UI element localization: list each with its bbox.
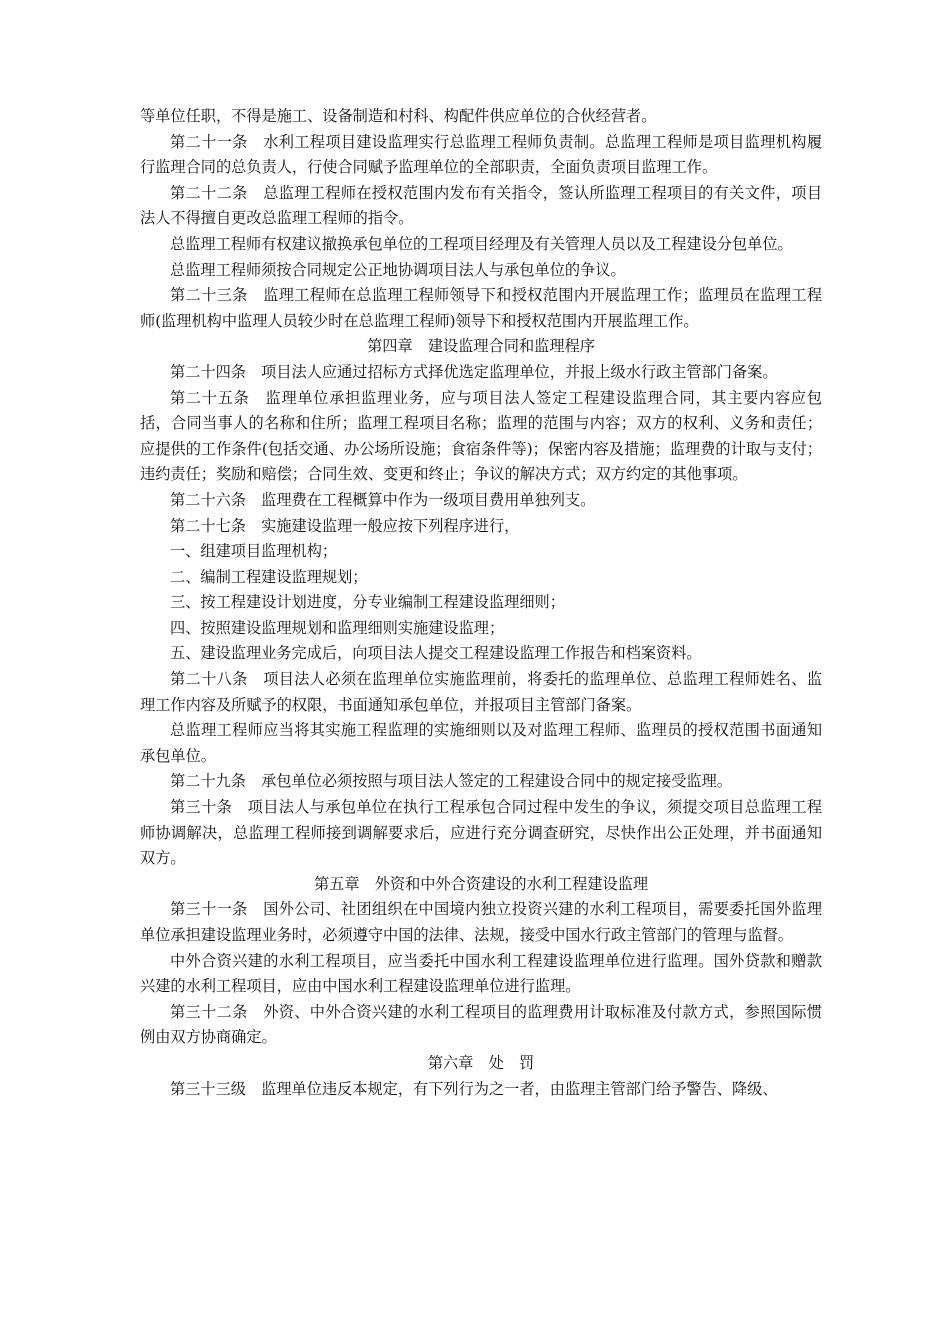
article-33: 第三十三级 监理单位违反本规定，有下列行为之一者，由监理主管部门给予警告、降级、 [170, 1079, 778, 1098]
list-item: 四、按照建设监理规划和监理细则实施建设监理； [170, 618, 505, 637]
list-item: 一、组建项目监理机构； [170, 542, 338, 561]
document-page [140, 104, 822, 1102]
paragraph: 总监理工程师有权建议撤换承包单位的工程项目经理及有关管理人员以及工程建设分包单位。 [170, 234, 793, 253]
paragraph: 总监理工程师须按合同规定公正地协调项目法人与承包单位的争议。 [170, 260, 626, 279]
paragraph: 总监理工程师应当将其实施工程监理的实施细则以及对监理工程师、监理员的授权范围书面通知承包单位。 [140, 721, 822, 765]
article-27: 第二十七条 实施建设监理一般应按下列程序进行， [170, 516, 520, 535]
article-22: 第二十二条 总监理工程师在授权范围内发布有关指令，签认所监理工程项目的有关文件，项目法人不得擅自更改总监理工程师的指令。 [140, 183, 822, 228]
article-23: 第二十三条 监理工程师在总监理工程师领导下和授权范围内开展监理工作；监理员在监理工程师(监理机构中监理人员较少时在总监理工程师)领导下和授权范围内开展监理工作。 [140, 286, 822, 330]
list-item: 五、建设监理业务完成后，向项目法人提交工程建设监理工作报告和档案资料。 [170, 644, 702, 663]
list-item: 三、按工程建设计划进度，分专业编制工程建设监理细则； [170, 593, 565, 612]
article-31: 第三十一条 国外公司、社团组织在中国境内独立投资兴建的水利工程项目，需要委托国外监理单位承担建设监理业务时，必须遵守中国的法律、法规，接受中国水行政主管部门的管理与监督。 [140, 900, 822, 944]
article-32: 第三十二条 外资、中外合资兴建的水利工程项目的监理费用计取标准及付款方式，参照国际惯例由双方协商确定。 [140, 1002, 822, 1047]
article-28: 第二十八条 项目法人必须在监理单位实施监理前，将委托的监理单位、总监理工程师姓名、监理工作内容及所赋予的权限，书面通知承包单位，并报项目主管部门备案。 [140, 670, 822, 714]
paragraph: 中外合资兴建的水利工程项目，应当委托中国水利工程建设监理单位进行监理。国外贷款和赠款兴建的水利工程项目，应由中国水利工程建设监理单位进行监理。 [140, 951, 822, 996]
article-21: 第二十一条 水利工程项目建设监理实行总监理工程师负责制。总监理工程师是项目监理机构履行监理合同的总负责人，行使合同赋予监理单位的全部职责，全面负责项目监理工作。 [140, 132, 822, 177]
article-29: 第二十九条 承包单位必须按照与项目法人签定的工程建设合同中的规定接受监理。 [170, 772, 732, 791]
article-26: 第二十六条 监理费在工程概算中作为一级项目费用单独列支。 [170, 490, 596, 509]
chapter-6-heading: 第六章 处 罚 [427, 1053, 535, 1072]
paragraph: 等单位任职，不得是施工、设备制造和村科、构配件供应单位的合伙经营者。 [140, 107, 657, 125]
chapter-4-heading: 第四章 建设监理合同和监理程序 [367, 337, 595, 356]
chapter-5-heading: 第五章 外资和中外合资建设的水利工程建设监理 [313, 874, 649, 893]
article-30: 第三十条 项目法人与承包单位在执行工程承包合同过程中发生的争议，须提交项目总监理工程师协调解决，总监理工程师接到调解要求后，应进行充分调查研究，尽快作出公正处理，并书面通知双方。 [140, 798, 822, 868]
article-25: 第二十五条 监理单位承担监理业务，应与项目法人签定工程建设监理合同，其主要内容应包括，合同当事人的名称和住所；监理工程项目名称；监理的范围与内容；双方的权利、义务和责任；应提供的工作条件(包括交通、办公场所设施；食宿条件等)；保密内容及措施；监理费的计取与支付；违约责任；奖励和赔偿；合同生效、变更和终止；争议的解决方式；双方约定的其他事项。 [140, 388, 822, 484]
list-item: 二、编制工程建设监理规划； [170, 567, 368, 586]
article-24: 第二十四条 项目法人应通过招标方式择优选定监理单位，并报上级水行政主管部门备案。 [170, 362, 778, 381]
